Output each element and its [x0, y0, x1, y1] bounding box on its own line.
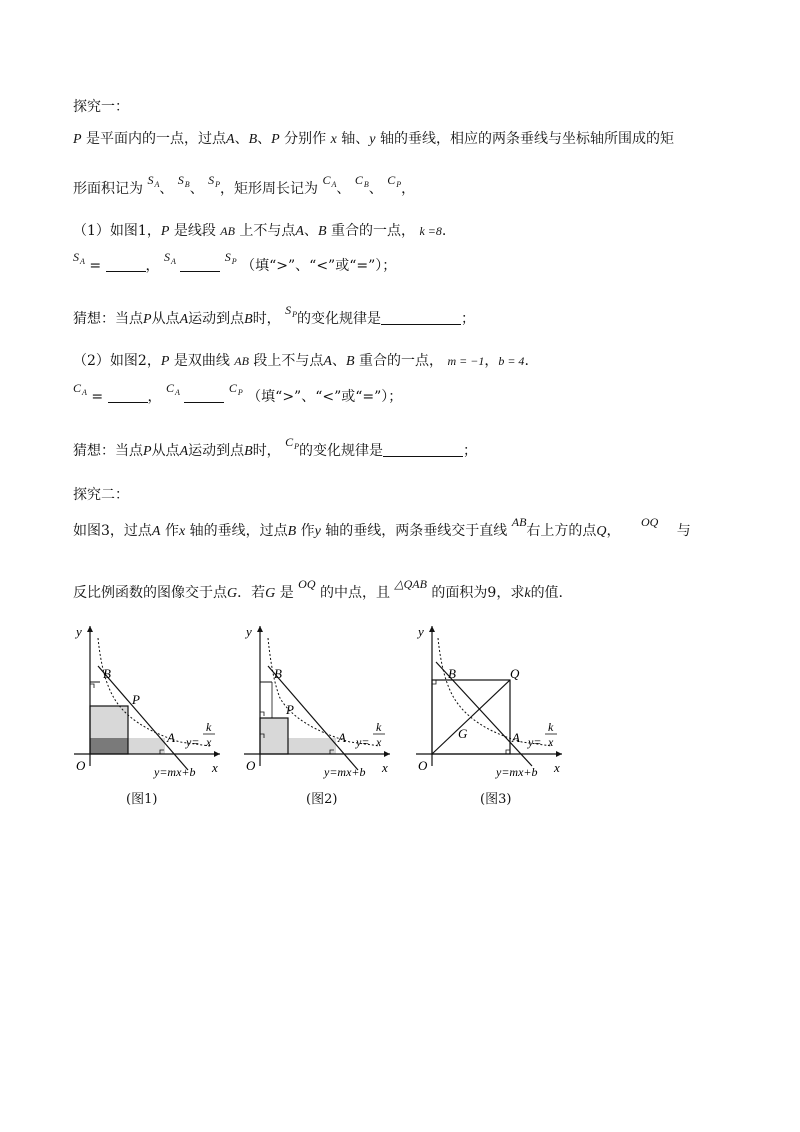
explore1-heading: 探究一： [73, 99, 129, 115]
question-1: （1）如图1，P 是线段 AB 上不与点A、B 重合的一点， k =8. [73, 223, 447, 239]
guess-2: 猜想：当点P从点A运动到点B时， $C_P$的变化规律是 ； [73, 435, 478, 459]
answer-blank[interactable] [180, 271, 220, 272]
svg-text:k: k [548, 720, 554, 734]
svg-text:O: O [418, 758, 428, 773]
svg-text:x: x [554, 760, 560, 775]
label-q: Q [510, 666, 520, 681]
svg-text:k: k [206, 720, 212, 734]
answer-blank[interactable] [106, 271, 146, 272]
svg-text:O: O [246, 758, 256, 773]
figure-1 [70, 618, 230, 812]
label-g: G [458, 726, 468, 741]
rect-ca [260, 738, 336, 754]
segment-oq [432, 680, 510, 754]
svg-text:x: x [548, 735, 554, 749]
label-b: B [103, 666, 111, 681]
svg-text:A: A [512, 730, 520, 745]
caption-fig2: (图2) [306, 792, 338, 807]
figure-2 [240, 618, 400, 812]
svg-text:x: x [376, 735, 382, 749]
question-2: （2）如图2，P 是双曲线 AB 段上不与点A、B 重合的一点， m = −1，b = 4. [73, 353, 529, 369]
label-a: A [167, 730, 175, 745]
answer-blank[interactable] [108, 402, 148, 403]
label-p: P [132, 692, 140, 707]
label-x: x [212, 760, 218, 775]
fill-line-1: $S_A$ = ， $S_A$ $S_P$ （填“>”、“<”或“=”）； [73, 250, 397, 274]
intro-line-2: 形面积记为 $S_A$、 $S_B$、 $S_P$，矩形周长记为 $C_A$、 $C_B$、 $C_P$， [73, 173, 416, 197]
svg-text:x: x [206, 735, 212, 749]
guess-1: 猜想：当点P从点A运动到点B时， $S_P$的变化规律是 ； [73, 303, 476, 327]
svg-text:A: A [338, 730, 346, 745]
label-y: y [76, 624, 82, 639]
line-label: y=mx+b [154, 765, 196, 779]
explore2-heading: 探究二： [73, 487, 129, 503]
caption-fig3: (图3) [480, 792, 512, 807]
fill-line-2: $C_A$ = ， $C_A$ $C_P$ （填“>”、“<”或“=”）； [73, 381, 403, 405]
svg-text:y: y [246, 624, 252, 639]
svg-text:y=: y= [356, 735, 370, 749]
y-axis-arrow [87, 626, 93, 632]
svg-text:k: k [376, 720, 382, 734]
svg-text:y=mx+b: y=mx+b [324, 765, 366, 779]
label-o: O [76, 758, 86, 773]
svg-text:y=: y= [528, 735, 542, 749]
svg-text:y=mx+b: y=mx+b [496, 765, 538, 779]
explore2-line-2: 反比例函数的图像交于点G．若G 是 OQ 的中点，且 △QAB 的面积为9，求k的值. [73, 577, 564, 601]
rect-overlap [90, 738, 128, 754]
curve-label: y= [186, 735, 200, 749]
svg-text:P: P [286, 702, 294, 717]
answer-blank[interactable] [381, 324, 461, 325]
explore2-line-1: 如图3，过点A 作x 轴的垂线，过点B 作y 轴的垂线，两条垂线交于直线 AB右上方的点Q， OQ 与 [73, 515, 691, 539]
caption-fig1: (图1) [126, 792, 158, 807]
svg-text:y: y [418, 624, 424, 639]
hyperbola [438, 638, 552, 746]
x-axis-arrow [214, 751, 220, 757]
svg-text:B: B [274, 666, 282, 681]
svg-text:x: x [382, 760, 388, 775]
answer-blank[interactable] [383, 456, 463, 457]
svg-text:B: B [448, 666, 456, 681]
intro-line-1: P 是平面内的一点，过点A、B、P 分别作 x 轴、y 轴的垂线，相应的两条垂线与坐标轴所围成的矩 [73, 131, 674, 147]
figure-3 [412, 618, 572, 812]
answer-blank[interactable] [184, 402, 224, 403]
